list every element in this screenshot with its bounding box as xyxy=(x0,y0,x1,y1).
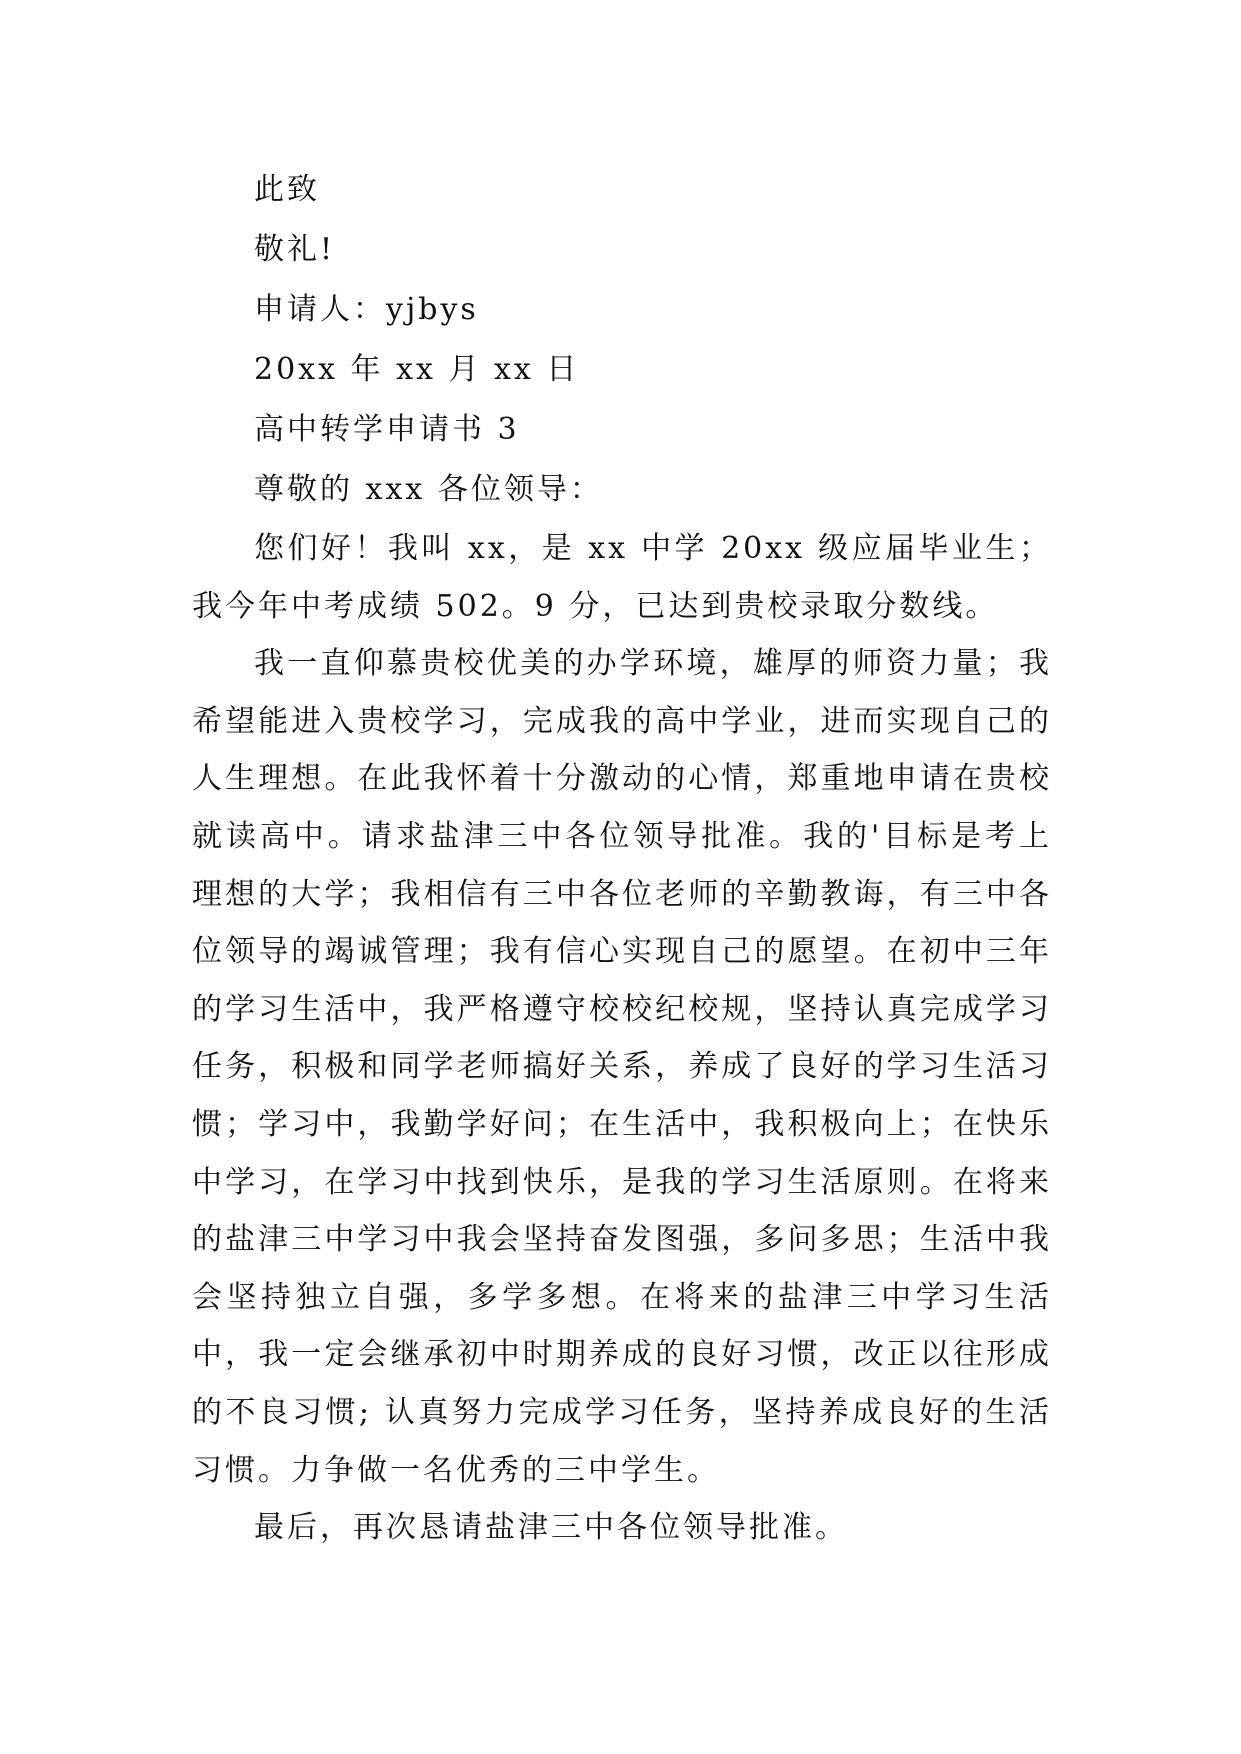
applicant-signature: 申请人：yjbys xyxy=(254,292,479,327)
body-paragraph-1: 您们好！我叫 xx，是 xx 中学 20xx 级应届毕业生；我今年中考成绩 502。9 分，已达到贵校录取分数线。 xyxy=(192,531,1052,624)
letter-date: 20xx 年 xx 月 xx 日 xyxy=(254,352,580,387)
letter-body xyxy=(192,160,1052,1557)
closing-salutation: 此致 xyxy=(254,172,320,207)
letter-greeting: 尊敬的 xxx 各位领导： xyxy=(254,472,603,507)
body-paragraph-2: 我一直仰慕贵校优美的办学环境，雄厚的师资力量；我希望能进入贵校学习，完成我的高中学业，进而实现自己的人生理想。在此我怀着十分激动的心情，郑重地申请在贵校就读高中。请求盐津三中各位领导批准。我的'目标是考上理想的大学；我相信有三中各位老师的辛勤教诲，有三中各位领导的竭诚管理；我有信心实现自己的愿望。在初中三年的学习生活中，我严格遵守校校纪校规，坚持认真完成学习任务，积极和同学老师搞好关系，养成了良好的学习生活习惯；学习中，我勤学好问；在生活中，我积极向上；在快乐中学习，在学习中找到快乐，是我的学习生活原则。在将来的盐津三中学习中我会坚持奋发图强，多问多思；生活中我会坚持独立自强，多学多想。在将来的盐津三中学习生活中，我一定会继承初中时期养成的良好习惯，改正以往形成的不良习惯; 认真努力完成学习任务，坚持养成良好的生活习惯。力争做一名优秀的三中学生。 xyxy=(192,646,1052,1488)
closing-regards: 敬礼! xyxy=(254,232,336,267)
body-paragraph-3: 最后，再次恳请盐津三中各位领导批准。 xyxy=(254,1510,848,1546)
letter-title: 高中转学申请书 3 xyxy=(254,412,520,447)
